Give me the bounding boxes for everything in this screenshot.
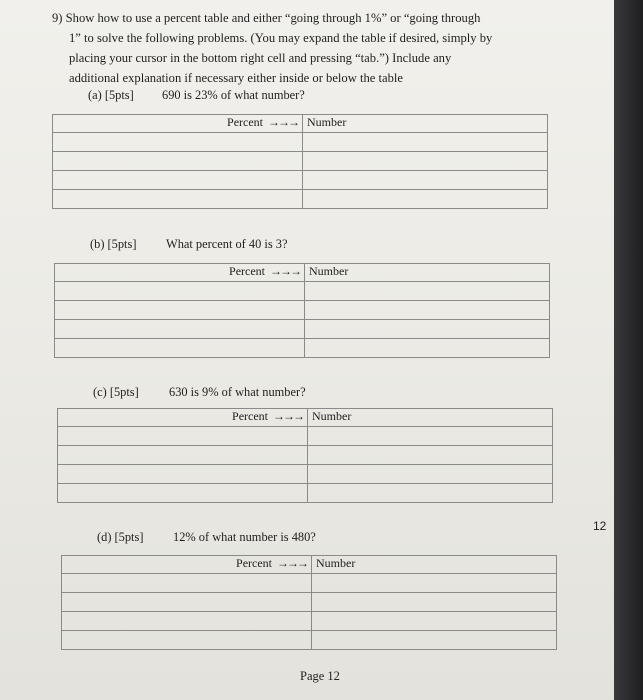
percent-table-a — [52, 114, 548, 209]
table-cell[interactable] — [312, 612, 557, 631]
number-header-cell[interactable] — [303, 115, 548, 133]
table-cell[interactable] — [308, 427, 553, 446]
arrows-icon: →→→ — [270, 264, 300, 278]
part-c — [93, 385, 306, 400]
table-cell[interactable] — [305, 282, 550, 301]
page-badge: 12 — [593, 519, 607, 533]
table-cell[interactable] — [303, 171, 548, 190]
table-cell[interactable] — [303, 133, 548, 152]
number-header: Number — [312, 409, 352, 423]
table-cell[interactable] — [303, 190, 548, 209]
percent-table-b — [54, 263, 550, 358]
table-cell[interactable] — [308, 484, 553, 503]
part-problem: 12% of what number is 480? — [173, 530, 316, 544]
table-cell[interactable] — [53, 171, 303, 190]
table-cell[interactable] — [53, 133, 303, 152]
percent-header-cell[interactable] — [62, 556, 312, 574]
table-cell[interactable] — [62, 631, 312, 650]
number-header-cell[interactable] — [308, 409, 553, 427]
percent-table-c — [57, 408, 553, 503]
percent-header: Percent — [227, 115, 263, 129]
percent-header: Percent — [229, 264, 265, 278]
table-cell[interactable] — [55, 320, 305, 339]
question-line-1: 9) Show how to use a percent table and either “going through 1%” or “going through — [52, 11, 481, 25]
table-cell[interactable] — [312, 574, 557, 593]
table-cell[interactable] — [308, 465, 553, 484]
table-cell[interactable] — [305, 301, 550, 320]
table-cell[interactable] — [312, 631, 557, 650]
percent-header: Percent — [232, 409, 268, 423]
table-cell[interactable] — [303, 152, 548, 171]
table-cell[interactable] — [62, 612, 312, 631]
part-label: (b) [5pts] — [90, 237, 137, 251]
table-cell[interactable] — [53, 152, 303, 171]
background-edge — [614, 0, 643, 700]
table-cell[interactable] — [53, 190, 303, 209]
table-cell[interactable] — [62, 574, 312, 593]
part-label: (c) [5pts] — [93, 385, 139, 399]
question-line-2: 1” to solve the following problems. (You may expand the table if desired, simply by — [69, 31, 493, 45]
table-cell[interactable] — [305, 339, 550, 358]
part-label: (a) [5pts] — [88, 88, 134, 102]
number-header: Number — [309, 264, 349, 278]
table-cell[interactable] — [55, 282, 305, 301]
number-header: Number — [316, 556, 356, 570]
part-problem: 630 is 9% of what number? — [169, 385, 306, 399]
number-header: Number — [307, 115, 347, 129]
arrows-icon: →→→ — [273, 409, 303, 423]
question-line-3: placing your cursor in the bottom right cell and pressing “tab.”) Include any — [69, 51, 452, 65]
part-problem: 690 is 23% of what number? — [162, 88, 305, 102]
table-cell[interactable] — [58, 465, 308, 484]
part-problem: What percent of 40 is 3? — [166, 237, 288, 251]
table-cell[interactable] — [305, 320, 550, 339]
table-cell[interactable] — [55, 339, 305, 358]
part-label: (d) [5pts] — [97, 530, 144, 544]
table-cell[interactable] — [62, 593, 312, 612]
arrows-icon: →→→ — [268, 115, 298, 129]
percent-header-cell[interactable] — [53, 115, 303, 133]
table-cell[interactable] — [58, 446, 308, 465]
part-b — [90, 237, 288, 252]
number-header-cell[interactable] — [305, 264, 550, 282]
table-cell[interactable] — [58, 484, 308, 503]
number-header-cell[interactable] — [312, 556, 557, 574]
table-cell[interactable] — [312, 593, 557, 612]
part-d — [97, 530, 316, 545]
page-number: Page 12 — [300, 669, 340, 683]
percent-header-cell[interactable] — [55, 264, 305, 282]
percent-header-cell[interactable] — [58, 409, 308, 427]
question-text — [52, 8, 552, 88]
table-cell[interactable] — [58, 427, 308, 446]
part-a — [88, 88, 305, 103]
question-line-4: additional explanation if necessary either inside or below the table — [69, 71, 403, 85]
table-cell[interactable] — [55, 301, 305, 320]
table-cell[interactable] — [308, 446, 553, 465]
percent-header: Percent — [236, 556, 272, 570]
percent-table-d — [61, 555, 557, 650]
arrows-icon: →→→ — [277, 556, 307, 570]
